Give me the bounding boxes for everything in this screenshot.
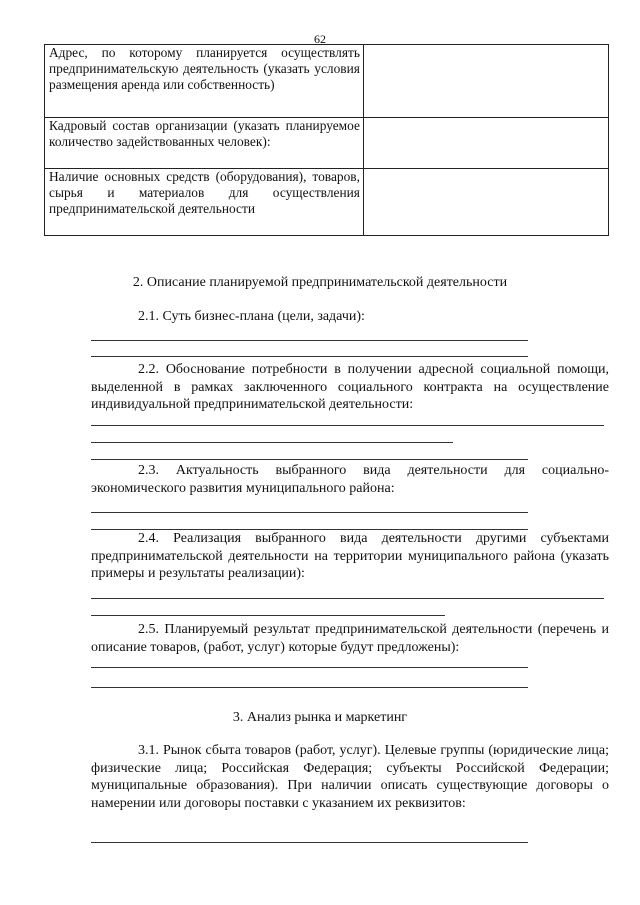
table-row	[45, 45, 609, 118]
item-2-2: 2.2. Обоснование потребности в получении адресной социальной помощи, выделенной в рамках заключенного социального контракта на осуществление индивидуальной предпринимательской деятельности:	[91, 362, 609, 412]
table-row-value-assets[interactable]	[363, 169, 608, 236]
fill-line[interactable]	[91, 459, 528, 460]
item-2-4: 2.4. Реализация выбранного вида деятельности другими субъектами предпринимательской деятельности на территории муниципального района (указать примеры и результаты реализации):	[91, 531, 609, 581]
item-2-1: 2.1. Суть бизнес-плана (цели, задачи):	[138, 309, 365, 324]
fill-line[interactable]	[91, 687, 528, 688]
table-row-value-staff[interactable]	[363, 118, 608, 169]
table-row	[45, 169, 609, 236]
table-row	[45, 118, 609, 169]
section-3-heading: 3. Анализ рынка и маркетинг	[232, 710, 408, 725]
table-row-value-address[interactable]	[363, 45, 608, 118]
table-row-label-address: Адрес, по которому планируется осуществлять предпринимательскую деятельность (указать условия размещения аренда или собственность)	[45, 45, 364, 118]
section-2-heading: 2. Описание планируемой предпринимательской деятельности	[132, 275, 508, 290]
page-number: 62	[314, 32, 326, 46]
item-2-5: 2.5. Планируемый результат предпринимательской деятельности (перечень и описание товаров, (работ, услуг) которые будут предложены):	[91, 622, 609, 655]
item-3-1: 3.1. Рынок сбыта товаров (работ, услуг). Целевые группы (юридические лица; физические лица; Российская Федерация; субъекты Российской Федерации; муниципальные образования). При наличии описать существующие договоры о намерении или договоры поставки с указанием их реквизитов:	[91, 743, 609, 811]
fill-line[interactable]	[91, 842, 528, 843]
fill-line[interactable]	[91, 615, 445, 616]
fill-line[interactable]	[91, 512, 528, 513]
table-row-label-staff: Кадровый состав организации (указать планируемое количество задействованных человек):	[45, 118, 364, 169]
fill-line[interactable]	[91, 667, 528, 668]
fill-line[interactable]	[91, 356, 528, 357]
fill-line[interactable]	[91, 340, 528, 341]
table-row-label-assets: Наличие основных средств (оборудования), товаров, сырья и материалов для осуществления предпринимательской деятельности	[45, 169, 364, 236]
item-2-3: 2.3. Актуальность выбранного вида деятельности для социально-экономического развития муниципального района:	[91, 463, 609, 496]
info-table	[44, 44, 609, 236]
fill-line[interactable]	[91, 442, 453, 443]
fill-line[interactable]	[91, 598, 604, 599]
fill-line[interactable]	[91, 425, 604, 426]
